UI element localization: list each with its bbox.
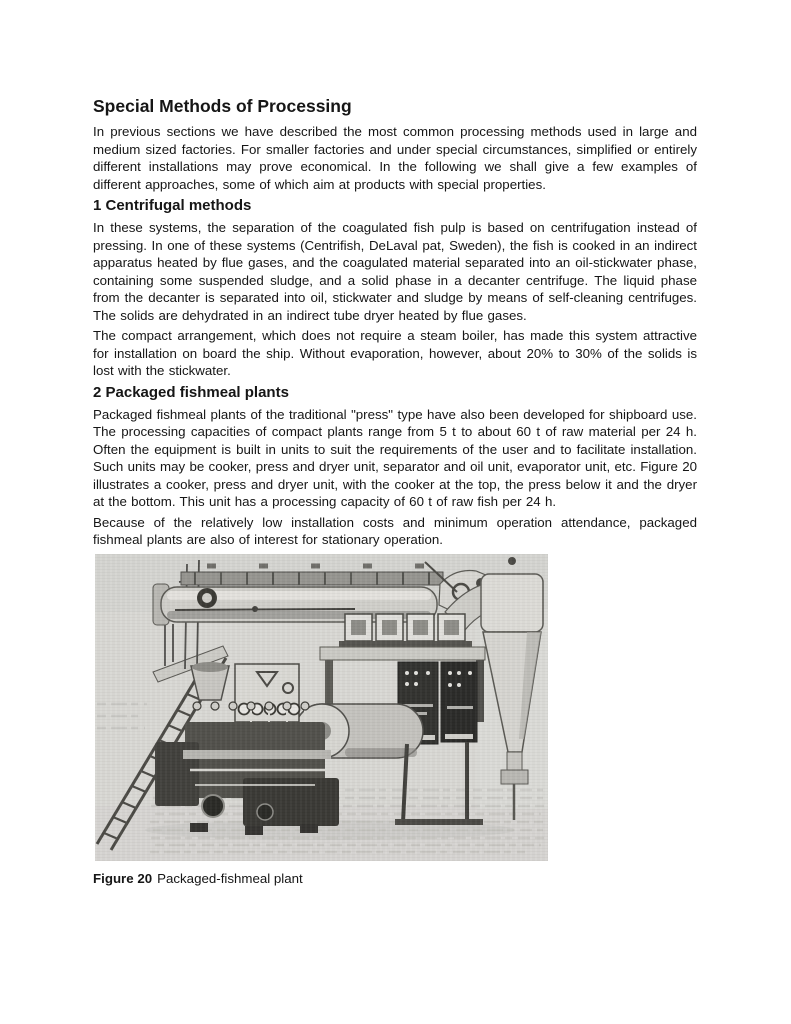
heading-packaged-plants: 2 Packaged fishmeal plants (93, 383, 289, 401)
gauge-panel (235, 664, 300, 722)
figure-caption-text: Packaged-fishmeal plant (157, 870, 303, 886)
heading-centrifugal-methods: 1 Centrifugal methods (93, 197, 252, 214)
fishmeal-plant-photo (95, 554, 548, 861)
paragraph-centrifugal-1: In these systems, the separation of the coagulated fish pulp is based on centrifugation instead of pressing. In one of these systems (Centrifish, DeLaval pat, Sweden), the fish is cooked in an indirect apparatus heated by flue gases, and the coagulated material separated into an oil-stickwater phase, containing some suspended sludge, and a solid phase in a decanter centrifuge. The liquid phase from the decanter is separated into oil, stickwater and sludge by means of self-cleaning centrifuges. The solids are dehydrated in an indirect tube dryer heated by flue gases. (93, 220, 697, 323)
page-title: Special Methods of Processing (93, 96, 352, 116)
porthole (197, 588, 217, 608)
figure-caption-label: Figure 20 (93, 870, 153, 886)
intro-paragraph: In previous sections we have described the most common processing methods used in large and medium sized factories. For smaller factories and under special circumstances, simplified or entirely different installations may prove economical. In the following we shall give a few examples of different approaches, some of which aim at products with special properties. (93, 124, 697, 192)
paragraph-centrifugal-2: The compact arrangement, which does not require a steam boiler, has made this system attractive for installation on board the ship. Without evaporation, however, about 20% to 30% of the solids is lost with the stickwater. (93, 328, 697, 378)
figure-20 (95, 554, 548, 861)
paragraph-packaged-1: Packaged fishmeal plants of the traditional "press" type have also been developed for shipboard use. The processing capacities of compact plants range from 5 t to about 60 t of raw material per 24 h. Often the equipment is built in units to suit the requirements of the user and to facilitate installation. Such units may be cooker, press and dryer unit, separator and oil unit, evaporator unit, etc. Figure 20 illustrates a cooker, press and dryer unit, with the cooker at the top, the press below it and the dryer at the bottom. This unit has a processing capacity of 60 t of raw fish per 24 h. (93, 406, 697, 509)
figure-caption (93, 870, 697, 887)
paragraph-packaged-2: Because of the relatively low installation costs and minimum operation attendance, packaged fishmeal plants are also of interest for stationary operation. (93, 514, 697, 547)
